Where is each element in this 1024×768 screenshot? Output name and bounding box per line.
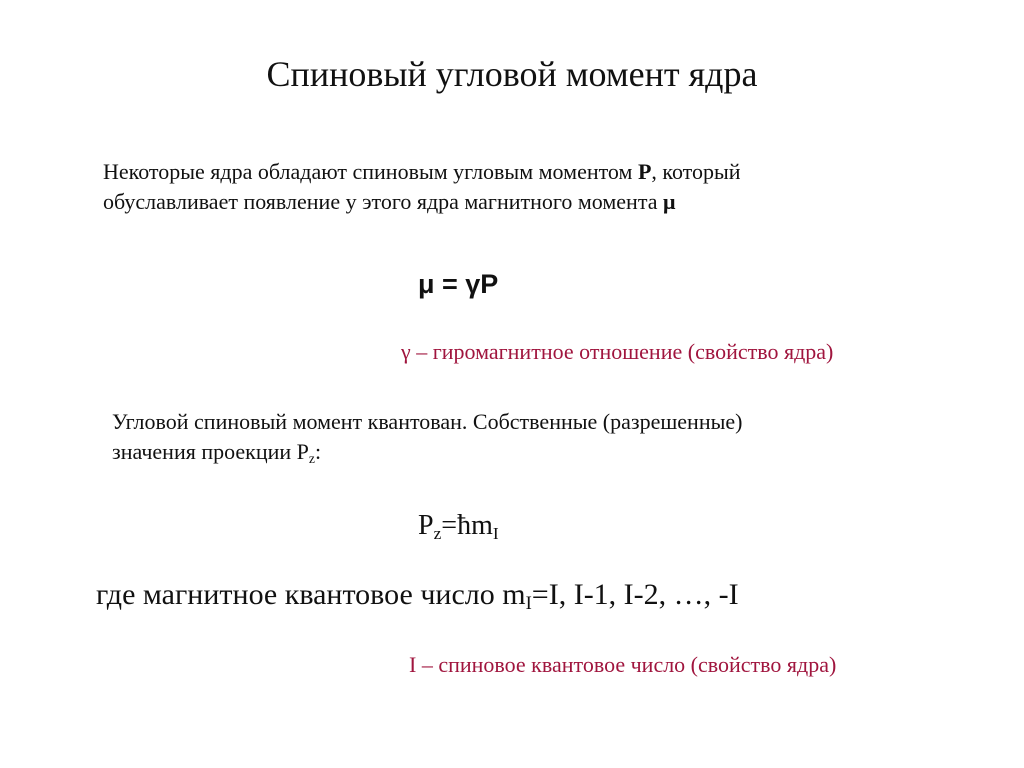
quantization-line-1: Угловой спиновый момент квантован. Собственные (разрешенные) [112, 409, 743, 434]
intro-line-1-text: Некоторые ядра обладают спиновым угловым моментом [103, 159, 638, 184]
magnetic-moment-symbol: μ [662, 189, 676, 214]
quantization-paragraph [112, 407, 742, 467]
projection-formula-base: P [418, 510, 434, 541]
projection-subscript: z [308, 450, 315, 466]
quantization-line-2-text: значения проекции P [112, 439, 309, 464]
projection-formula-sub: z [433, 523, 442, 543]
intro-paragraph [103, 157, 741, 217]
slide-title: Спиновый угловой момент ядра [266, 54, 758, 94]
where-tail: =I, I-1, I-2, …, -I [531, 578, 739, 611]
intro-line-2 [103, 187, 741, 217]
projection-formula-middle: =ħm [441, 510, 493, 541]
magnetic-quantum-number-line [96, 576, 739, 614]
quantization-line-2 [112, 437, 742, 467]
gyromagnetic-formula: μ = γP [418, 269, 499, 299]
where-subscript: I [525, 593, 532, 615]
quantization-line-2-tail: : [314, 439, 322, 464]
spin-quantum-number-note: I – спиновое квантовое число (свойство ядра) [409, 652, 837, 677]
gyromagnetic-note: γ – гиромагнитное отношение (свойство ядра) [401, 339, 834, 364]
projection-formula [418, 508, 499, 544]
intro-line-1 [103, 157, 741, 187]
intro-line-1-tail: , который [651, 159, 741, 184]
intro-line-2-text: обуславливает появление у этого ядра магнитного момента [103, 189, 663, 214]
projection-formula-sub2: I [492, 523, 499, 543]
spin-moment-symbol: P [637, 159, 652, 184]
where-text: где магнитное квантовое число m [96, 578, 526, 611]
